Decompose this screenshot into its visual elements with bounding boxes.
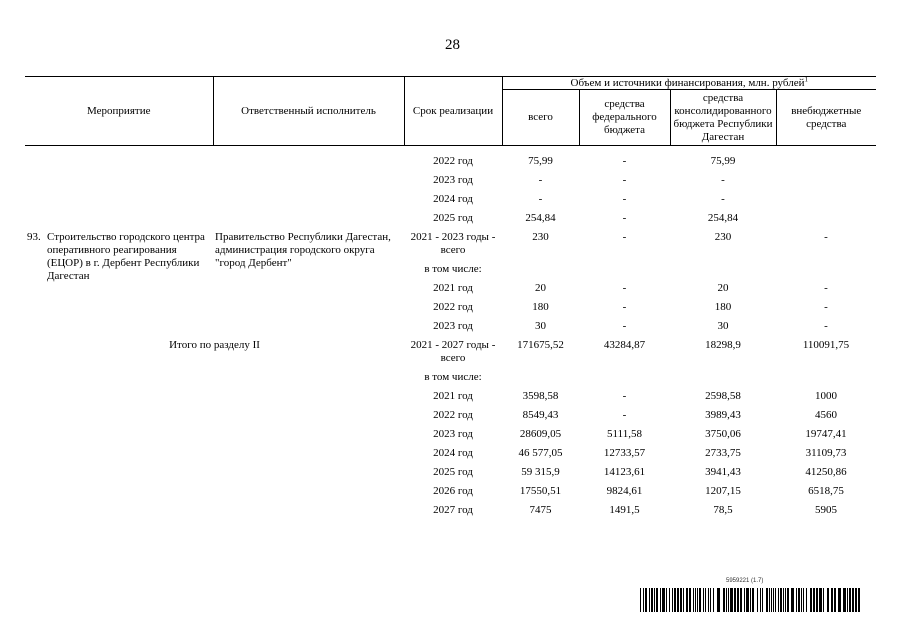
- barcode-bar: [728, 588, 729, 612]
- cell-period: 2021 год: [433, 390, 473, 402]
- cell-offbudget: -: [824, 320, 828, 332]
- header-total: всего: [502, 90, 579, 146]
- cell-period: 2024 год: [433, 193, 473, 205]
- cell-period: 2025 год: [433, 212, 473, 224]
- barcode-bar: [769, 588, 770, 612]
- barcode-bar: [699, 588, 701, 612]
- cell-federal: [579, 368, 670, 387]
- barcode-bar: [656, 588, 658, 612]
- cell-federal: -: [622, 155, 627, 167]
- cell-offbudget: [776, 171, 876, 190]
- cell-federal: 12733,57: [603, 447, 646, 459]
- barcode-bar: [730, 588, 733, 612]
- barcode-bar: [703, 588, 704, 612]
- barcode-bar: [823, 588, 824, 612]
- cell-offbudget: 5905: [815, 504, 837, 516]
- cell-federal: 43284,87: [603, 339, 646, 351]
- barcode-bar: [819, 588, 822, 612]
- barcode-bar: [834, 588, 836, 612]
- barcode-bar: [662, 588, 665, 612]
- cell-regional: 254,84: [707, 212, 739, 224]
- barcode-bar: [852, 588, 854, 612]
- cell-regional: [670, 368, 776, 387]
- footnote-marker: 1: [804, 75, 808, 84]
- cell-total: [502, 368, 579, 387]
- barcode: [640, 588, 860, 612]
- cell-federal: -: [622, 301, 627, 313]
- barcode-bar: [849, 588, 851, 612]
- cell-period: 2026 год: [433, 485, 473, 497]
- cell-federal: 9824,61: [606, 485, 643, 497]
- barcode-bar: [660, 588, 661, 612]
- header-funding-group: [502, 77, 876, 90]
- barcode-bar: [643, 588, 644, 612]
- barcode-bar: [798, 588, 800, 612]
- barcode-bar: [806, 588, 807, 612]
- barcode-bar: [791, 588, 794, 612]
- barcode-bar: [773, 588, 774, 612]
- table-body: [25, 146, 876, 521]
- barcode-bar: [708, 588, 709, 612]
- cell-total: -: [538, 193, 543, 205]
- header-event: Мероприятие: [25, 77, 213, 146]
- cell-regional: 20: [717, 282, 729, 294]
- cell-offbudget: [776, 152, 876, 171]
- barcode-bar: [677, 588, 679, 612]
- cell-regional: 3941,43: [705, 466, 741, 478]
- cell-period: 2023 год: [433, 174, 473, 186]
- cell-total: 3598,58: [522, 390, 559, 402]
- funding-table: [25, 76, 876, 520]
- page-number: 28: [445, 37, 460, 53]
- cell-offbudget: [776, 209, 876, 228]
- cell-regional: 75,99: [710, 155, 736, 167]
- cell-executor: [213, 209, 404, 228]
- barcode-bar: [843, 588, 846, 612]
- barcode-bar: [674, 588, 676, 612]
- barcode-bar: [672, 588, 673, 612]
- cell-regional: [670, 260, 776, 279]
- cell-period: 2021 - 2023 годы - всего: [410, 231, 496, 256]
- cell-period: 2025 год: [433, 466, 473, 478]
- barcode-bar: [816, 588, 818, 612]
- cell-regional: 2733,75: [705, 447, 741, 459]
- cell-regional: 180: [714, 301, 732, 313]
- barcode-bar: [723, 588, 725, 612]
- cell-executor: [213, 152, 404, 171]
- event-title: Строительство городского центра оперативного реагирования (ЕЦОР) в г. Дербент Республики Дагестан: [47, 231, 205, 282]
- barcode-bar: [827, 588, 829, 612]
- cell-total: 8549,43: [522, 409, 559, 421]
- cell-offbudget: 110091,75: [802, 339, 850, 351]
- cell-total: 254,84: [525, 212, 556, 224]
- barcode-bar: [649, 588, 650, 612]
- barcode-bar: [771, 588, 772, 612]
- cell-federal: -: [622, 212, 627, 224]
- barcode-bar: [787, 588, 789, 612]
- barcode-bar: [766, 588, 768, 612]
- cell-event: [25, 190, 213, 209]
- cell-event: [25, 171, 213, 190]
- header-offbudget: внебюджетные средства: [776, 90, 876, 146]
- cell-federal: [579, 260, 670, 279]
- barcode-bar: [683, 588, 684, 612]
- cell-offbudget: -: [824, 231, 828, 243]
- cell-offbudget: 31109,73: [805, 447, 847, 459]
- header-regional: средства консолидированного бюджета Республики Дагестан: [670, 90, 776, 146]
- cell-period: 2022 год: [433, 155, 473, 167]
- cell-federal: -: [622, 174, 627, 186]
- cell-total: 180: [532, 301, 549, 313]
- event-number: 93.: [27, 231, 41, 243]
- barcode-bar: [750, 588, 751, 612]
- cell-offbudget: [776, 260, 876, 279]
- cell-period: в том числе:: [424, 263, 482, 275]
- cell-period: 2023 год: [433, 320, 473, 332]
- cell-offbudget: 19747,41: [805, 428, 847, 440]
- barcode-bar: [746, 588, 749, 612]
- table-row: [25, 190, 876, 209]
- cell-total: 20: [535, 282, 546, 294]
- cell-offbudget: -: [824, 301, 828, 313]
- barcode-bar: [810, 588, 812, 612]
- table-row: [25, 228, 876, 260]
- cell-federal: -: [622, 320, 627, 332]
- cell-total: -: [538, 174, 543, 186]
- barcode-bar: [831, 588, 833, 612]
- barcode-bar: [775, 588, 776, 612]
- barcode-caption: 5959221 (1.7): [726, 578, 764, 584]
- cell-total: 75,99: [528, 155, 553, 167]
- cell-total: 230: [532, 231, 549, 243]
- table-row: [25, 152, 876, 171]
- barcode-bar: [838, 588, 841, 612]
- barcode-bar: [645, 588, 647, 612]
- section-total-label: Итого по разделу II: [169, 339, 260, 351]
- barcode-bar: [744, 588, 745, 612]
- barcode-bar: [740, 588, 742, 612]
- cell-regional: 230: [714, 231, 732, 243]
- barcode-bar: [640, 588, 641, 612]
- barcode-bar: [705, 588, 706, 612]
- cell-total: 30: [535, 320, 546, 332]
- cell-event: [25, 152, 213, 171]
- barcode-bar: [669, 588, 670, 612]
- cell-federal: 1491,5: [609, 504, 640, 516]
- barcode-bar: [693, 588, 694, 612]
- cell-total: 28609,05: [519, 428, 562, 440]
- barcode-bar: [680, 588, 682, 612]
- cell-federal: 14123,61: [603, 466, 646, 478]
- cell-federal: -: [622, 390, 627, 402]
- barcode-bar: [726, 588, 727, 612]
- barcode-bar: [847, 588, 848, 612]
- cell-period: 2024 год: [433, 447, 473, 459]
- barcode-bar: [734, 588, 736, 612]
- cell-regional: 18298,9: [705, 339, 741, 351]
- header-executor: Ответственный исполнитель: [213, 77, 404, 146]
- cell-period: в том числе:: [424, 371, 482, 383]
- cell-period: 2027 год: [433, 504, 473, 516]
- cell-offbudget: 41250,86: [805, 466, 847, 478]
- barcode-bar: [717, 588, 720, 612]
- barcode-bar: [666, 588, 667, 612]
- table-row: [25, 336, 876, 368]
- cell-event: [25, 209, 213, 228]
- cell-federal: 5111,58: [607, 428, 642, 440]
- cell-total: 46 577,05: [518, 447, 563, 459]
- cell-federal: -: [622, 231, 627, 243]
- cell-period: 2022 год: [433, 301, 473, 313]
- cell-total: 171675,52: [517, 339, 564, 351]
- header-funding-group-text: Объем и источники финансирования, млн. рублей: [570, 77, 805, 89]
- cell-regional: 2598,58: [705, 390, 741, 402]
- barcode-bar: [710, 588, 711, 612]
- barcode-bar: [803, 588, 804, 612]
- cell-regional: 3750,06: [705, 428, 741, 440]
- barcode-bar: [697, 588, 698, 612]
- cell-offbudget: 6518,75: [808, 485, 844, 497]
- cell-total: 7475: [529, 504, 552, 516]
- cell-offbudget: 1000: [815, 390, 837, 402]
- table-row: [25, 209, 876, 228]
- cell-total: 59 315,9: [521, 466, 560, 478]
- cell-regional: 78,5: [713, 504, 733, 516]
- cell-period: 2023 год: [433, 428, 473, 440]
- barcode-bar: [855, 588, 857, 612]
- barcode-bar: [713, 588, 714, 612]
- barcode-bar: [780, 588, 782, 612]
- barcode-bar: [757, 588, 758, 612]
- cell-offbudget: [776, 368, 876, 387]
- cell-offbudget: 4560: [815, 409, 837, 421]
- barcode-bar: [686, 588, 688, 612]
- barcode-bar: [760, 588, 761, 612]
- cell-total: [502, 260, 579, 279]
- cell-federal: -: [622, 282, 627, 294]
- executor-93: Правительство Республики Дагестан, администрация городского округа "город Дербент": [215, 231, 391, 269]
- cell-federal: -: [622, 409, 627, 421]
- barcode-bar: [801, 588, 802, 612]
- barcode-bar: [783, 588, 784, 612]
- cell-regional: -: [721, 193, 725, 205]
- cell-regional: 30: [717, 320, 729, 332]
- cell-federal: -: [622, 193, 627, 205]
- cell-period: 2021 год: [433, 282, 473, 294]
- barcode-bar: [796, 588, 797, 612]
- barcode-bar: [654, 588, 655, 612]
- barcode-bar: [752, 588, 754, 612]
- cell-period: 2021 - 2027 годы - всего: [410, 339, 496, 364]
- barcode-bar: [778, 588, 779, 612]
- barcode-bar: [785, 588, 786, 612]
- barcode-bar: [651, 588, 653, 612]
- barcode-bar: [695, 588, 696, 612]
- header-federal: средства федерального бюджета: [579, 90, 670, 146]
- cell-regional: 1207,15: [705, 485, 741, 497]
- table-row: [25, 171, 876, 190]
- cell-regional: 3989,43: [705, 409, 741, 421]
- cell-total: 17550,51: [519, 485, 562, 497]
- cell-offbudget: -: [824, 282, 828, 294]
- barcode-bar: [689, 588, 691, 612]
- barcode-bar: [813, 588, 815, 612]
- barcode-bar: [858, 588, 860, 612]
- cell-executor: [213, 190, 404, 209]
- cell-regional: -: [721, 174, 725, 186]
- cell-period: 2022 год: [433, 409, 473, 421]
- event-93-content: [27, 231, 211, 283]
- header-period: Срок реализации: [404, 77, 502, 146]
- cell-offbudget: [776, 190, 876, 209]
- cell-executor: [213, 171, 404, 190]
- barcode-bar: [737, 588, 739, 612]
- barcode-bar: [762, 588, 763, 612]
- event-93: [25, 228, 213, 336]
